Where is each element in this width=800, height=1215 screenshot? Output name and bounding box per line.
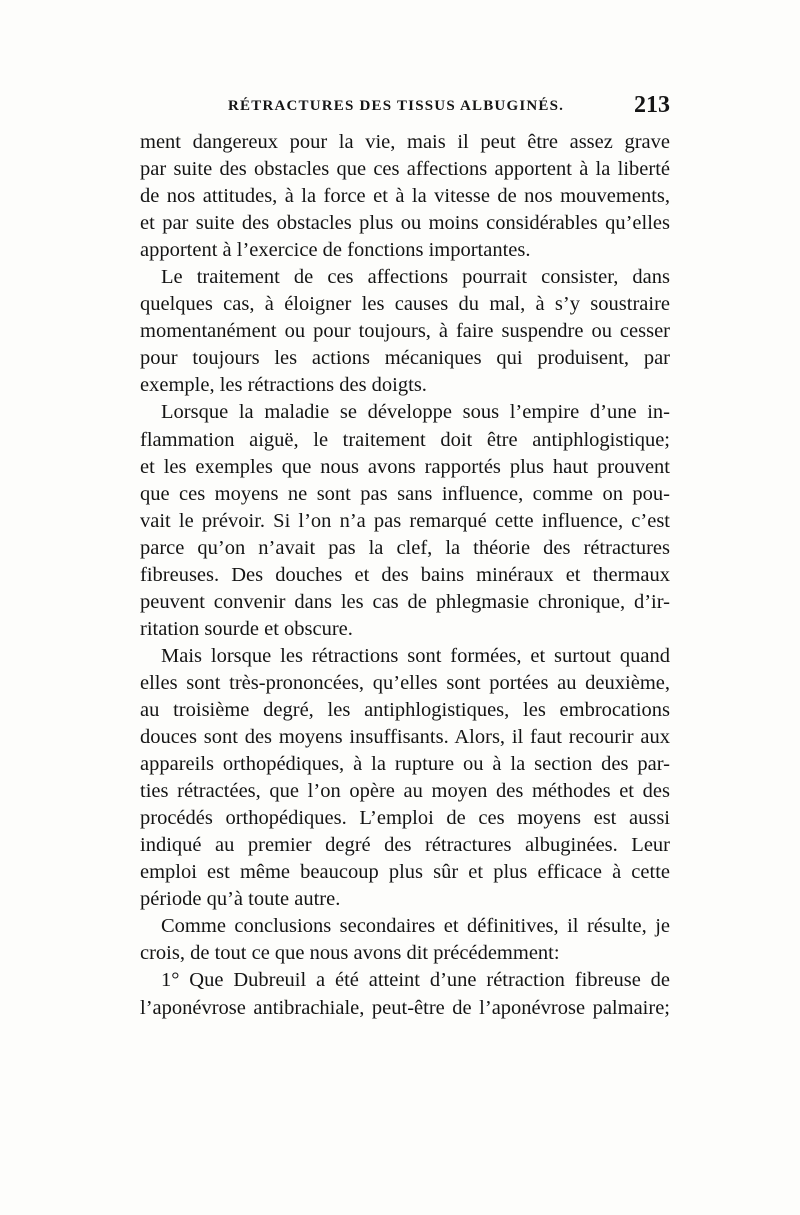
- text-line: apportent à l’exercice de fonctions importantes.: [140, 239, 531, 262]
- text-line: procédés orthopédiques. L’emploi de ces moyens est aussi: [140, 807, 670, 830]
- body-text: [140, 129, 670, 1022]
- text-line: et les exemples que nous avons rapportés plus haut prouvent: [140, 455, 670, 478]
- text-line: douces sont des moyens insuffisants. Alors, il faut recourir aux: [140, 726, 670, 749]
- text-line: appareils orthopédiques, à la rupture ou à la section des par-: [140, 753, 670, 776]
- text-line: vait le prévoir. Si l’on n’a pas remarqué cette influence, c’est: [140, 509, 670, 532]
- text-line: flammation aiguë, le traitement doit être antiphlogistique;: [140, 428, 670, 451]
- text-line: indiqué au premier degré des rétractures albuginées. Leur: [140, 834, 670, 857]
- text-line: pour toujours les actions mécaniques qui produisent, par: [140, 347, 670, 370]
- text-line: et par suite des obstacles plus ou moins considérables qu’elles: [140, 212, 670, 235]
- text-line: Le traitement de ces affections pourrait consister, dans: [161, 266, 670, 289]
- text-line: l’aponévrose antibrachiale, peut-être de l’aponévrose palmaire;: [140, 996, 670, 1019]
- text-line: par suite des obstacles que ces affections apportent à la liberté: [140, 158, 670, 181]
- text-line: momentanément ou pour toujours, à faire suspendre ou cesser: [140, 320, 670, 343]
- text-line: Comme conclusions secondaires et définitives, il résulte, je: [161, 915, 670, 938]
- text-line: ritation sourde et obscure.: [140, 617, 353, 640]
- text-line: que ces moyens ne sont pas sans influence, comme on pou-: [140, 482, 670, 505]
- page-number: 213: [634, 92, 670, 118]
- text-line: exemple, les rétractions des doigts.: [140, 374, 427, 397]
- text-line: parce qu’on n’avait pas la clef, la théorie des rétractures: [140, 536, 670, 559]
- text-line: période qu’à toute autre.: [140, 888, 341, 911]
- text-line: Mais lorsque les rétractions sont formées, et surtout quand: [161, 644, 670, 667]
- text-line: ment dangereux pour la vie, mais il peut être assez grave: [140, 131, 670, 153]
- text-line: quelques cas, à éloigner les causes du mal, à s’y soustraire: [140, 293, 670, 316]
- text-line: elles sont très-prononcées, qu’elles sont portées au deuxième,: [140, 671, 670, 694]
- text-line: Lorsque la maladie se développe sous l’empire d’une in-: [161, 401, 670, 424]
- text-line: ties rétractées, que l’on opère au moyen des méthodes et des: [140, 780, 670, 803]
- text-line: 1° Que Dubreuil a été atteint d’une rétraction fibreuse de: [161, 969, 670, 992]
- running-head: [140, 92, 670, 122]
- text-line: crois, de tout ce que nous avons dit précédemment:: [140, 942, 560, 965]
- text-line: emploi est même beaucoup plus sûr et plus efficace à cette: [140, 861, 670, 884]
- running-title: RÉTRACTURES DES TISSUS ALBUGINÉS.: [228, 98, 565, 114]
- text-line: au troisième degré, les antiphlogistiques, les embrocations: [140, 698, 670, 721]
- text-line: de nos attitudes, à la force et à la vitesse de nos mouvements,: [140, 185, 670, 208]
- text-line: fibreuses. Des douches et des bains minéraux et thermaux: [140, 563, 670, 586]
- text-line: peuvent convenir dans les cas de phlegmasie chronique, d’ir-: [140, 590, 670, 613]
